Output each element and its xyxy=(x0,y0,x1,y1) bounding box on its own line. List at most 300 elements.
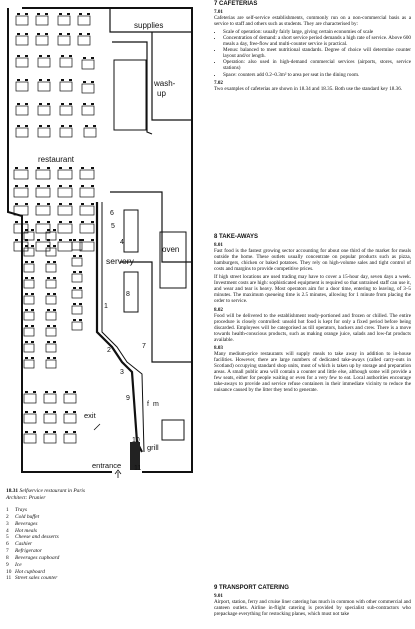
chair-shape xyxy=(33,431,36,433)
chair-shape xyxy=(53,357,56,359)
plan-tables xyxy=(14,13,96,443)
chair-shape xyxy=(25,391,28,393)
chair-shape xyxy=(33,411,36,413)
chair-shape xyxy=(45,33,48,35)
chair-shape xyxy=(47,309,50,311)
chair-shape xyxy=(33,391,36,393)
chair-shape xyxy=(69,55,72,57)
chair-shape xyxy=(37,13,40,15)
table-shape xyxy=(58,224,72,233)
plan-label-up: up xyxy=(157,89,166,98)
legend-label: Beverages xyxy=(15,520,38,527)
plan-label-f: f xyxy=(147,401,149,408)
table-shape xyxy=(38,128,50,137)
legend-item xyxy=(6,575,202,582)
chair-shape xyxy=(53,293,56,295)
table-shape xyxy=(64,434,76,443)
table-shape xyxy=(72,274,82,282)
chair-shape xyxy=(37,203,40,205)
chair-shape xyxy=(91,221,94,223)
table-shape xyxy=(46,296,56,304)
table-shape xyxy=(16,58,28,67)
plan-label-servery: servery xyxy=(106,256,134,266)
chair-shape xyxy=(59,167,62,169)
legend-number: 2 xyxy=(6,513,9,520)
chair-shape xyxy=(47,277,50,279)
table-shape xyxy=(16,128,28,137)
chair-shape xyxy=(61,103,64,105)
legend-number: 6 xyxy=(6,541,9,548)
chair-shape xyxy=(45,411,48,413)
chair-shape xyxy=(47,261,50,263)
table-shape xyxy=(24,296,34,304)
chair-shape xyxy=(79,239,82,241)
chair-shape xyxy=(93,125,96,127)
table-shape xyxy=(24,414,36,423)
chair-shape xyxy=(73,391,76,393)
plan-grill-block xyxy=(162,420,184,440)
table-shape xyxy=(36,170,50,179)
chair-shape xyxy=(15,221,18,223)
para-9-01-number: 9.01 xyxy=(214,593,223,600)
chair-shape xyxy=(37,239,40,241)
chair-shape xyxy=(83,81,86,83)
plan-num-5: 5 xyxy=(111,223,115,230)
chair-shape xyxy=(25,103,28,105)
para-8-01-text-2: If high street locations are used trading may have to cover a 15-hour day, seven days a week. Investment costs are high: sophisticated equipment is required so that untrained staff can use it, and wear and tear is heavy. Most operators aim for a door time, entering to leaving, of 3–5 minutes. The maximum queueing time is 2.5 minutes, allowing for 1 minute from placing the order to service. xyxy=(214,274,411,305)
legend-item xyxy=(6,548,202,555)
chair-shape xyxy=(81,221,84,223)
chair-shape xyxy=(47,325,50,327)
chair-shape xyxy=(79,13,82,15)
table-shape xyxy=(58,188,72,197)
table-shape xyxy=(38,58,50,67)
plan-kitchen-wall xyxy=(110,192,192,262)
chair-shape xyxy=(79,33,82,35)
chair-shape xyxy=(47,341,50,343)
chair-shape xyxy=(59,13,62,15)
table-shape xyxy=(58,16,70,25)
table-shape xyxy=(24,394,36,403)
chair-shape xyxy=(79,271,82,273)
chair-shape xyxy=(69,125,72,127)
chair-shape xyxy=(83,57,86,59)
chair-shape xyxy=(25,203,28,205)
chair-shape xyxy=(17,125,20,127)
legend-number: 1 xyxy=(6,507,9,513)
chair-shape xyxy=(73,411,76,413)
table-shape xyxy=(80,206,94,215)
table-shape xyxy=(36,188,50,197)
chair-shape xyxy=(37,167,40,169)
chair-shape xyxy=(53,411,56,413)
legend-item xyxy=(6,507,202,514)
chair-shape xyxy=(65,411,68,413)
chair-shape xyxy=(25,325,28,327)
chair-shape xyxy=(17,13,20,15)
chair-shape xyxy=(25,79,28,81)
chair-shape xyxy=(79,255,82,257)
chair-shape xyxy=(91,185,94,187)
table-shape xyxy=(46,280,56,288)
chair-shape xyxy=(45,431,48,433)
table-shape xyxy=(80,224,94,233)
plan-num-11: 11 xyxy=(134,465,142,472)
chair-shape xyxy=(53,341,56,343)
chair-shape xyxy=(17,55,20,57)
legend-number: 9 xyxy=(6,561,9,568)
chair-shape xyxy=(47,221,50,223)
table-shape xyxy=(44,434,56,443)
chair-shape xyxy=(15,185,18,187)
plan-label-restaurant: restaurant xyxy=(38,155,75,164)
chair-shape xyxy=(53,261,56,263)
section-8-title: 8 TAKE-AWAYS xyxy=(214,234,259,240)
chair-shape xyxy=(79,303,82,305)
chair-shape xyxy=(53,431,56,433)
chair-shape xyxy=(25,167,28,169)
table-shape xyxy=(16,82,28,91)
chair-shape xyxy=(31,309,34,311)
table-shape xyxy=(58,206,72,215)
table-shape xyxy=(46,248,56,256)
table-shape xyxy=(14,170,28,179)
table-shape xyxy=(46,328,56,336)
chair-shape xyxy=(53,277,56,279)
plan-num-6: 6 xyxy=(110,210,114,217)
legend-number: 4 xyxy=(6,527,9,534)
caption-text: Selfservice restaurant in Paris xyxy=(19,488,86,494)
table-shape xyxy=(72,242,82,250)
chair-shape xyxy=(31,245,34,247)
table-shape xyxy=(60,128,72,137)
chair-shape xyxy=(47,167,50,169)
table-shape xyxy=(36,224,50,233)
legend-item xyxy=(6,514,202,521)
table-shape xyxy=(24,264,34,272)
plan-label-supplies: supplies xyxy=(134,21,164,30)
chair-shape xyxy=(61,125,64,127)
chair-shape xyxy=(39,79,42,81)
plan-label-m: m xyxy=(153,401,159,408)
para-8-02-text: Food will be delivered to the establishment ready-portioned and frozen or chilled. The entire procedure is closely controlled: unsold hot food is kept for only a fixed period before being discarded. Employees will be categorised as till operators, backers and crew. There is a move towards health-conscious products, such as making orange juice, salads and low-fat products available. xyxy=(214,312,411,343)
chair-shape xyxy=(39,103,42,105)
table-shape xyxy=(16,16,28,25)
chair-shape xyxy=(47,245,50,247)
table-shape xyxy=(16,36,28,45)
table-shape xyxy=(80,188,94,197)
chair-shape xyxy=(25,431,28,433)
chair-shape xyxy=(25,229,28,231)
chair-shape xyxy=(47,229,50,231)
legend-label: Ice xyxy=(15,561,22,568)
bullet-item: • Concentration of demand: a short service period demands a high rate of service. Above 600 meals a day, free-flow and multi-counter service is practical. xyxy=(223,35,411,47)
plan-label-wash: wash- xyxy=(154,79,176,88)
chair-shape xyxy=(31,325,34,327)
chair-shape xyxy=(47,293,50,295)
chair-shape xyxy=(59,185,62,187)
chair-shape xyxy=(59,203,62,205)
plan-label-grill: grill xyxy=(147,443,159,452)
chair-shape xyxy=(65,391,68,393)
chair-shape xyxy=(69,239,72,241)
chair-shape xyxy=(91,167,94,169)
table-shape xyxy=(24,344,34,352)
plan-oven-block xyxy=(160,232,186,288)
chair-shape xyxy=(25,125,28,127)
chair-shape xyxy=(87,33,90,35)
plan-num-7: 7 xyxy=(142,343,146,350)
figure-caption xyxy=(6,488,202,501)
table-shape xyxy=(58,170,72,179)
chair-shape xyxy=(25,411,28,413)
plan-walls xyxy=(8,8,192,472)
para-7-01-number: 7.01 xyxy=(214,9,223,16)
para-8-03-number: 8.03 xyxy=(214,344,223,351)
chair-shape xyxy=(59,221,62,223)
section-9-title: 9 TRANSPORT CATERING xyxy=(214,585,289,591)
para-8-02-number: 8.02 xyxy=(214,306,223,313)
table-shape xyxy=(72,290,82,298)
bullet-item: • Scale of operation: usually fairly large, giving certain economies of scale xyxy=(223,29,411,35)
chair-shape xyxy=(37,221,40,223)
chair-shape xyxy=(79,287,82,289)
legend-number: 8 xyxy=(6,554,9,561)
table-shape xyxy=(24,328,34,336)
table-shape xyxy=(44,394,56,403)
plan-equipment xyxy=(124,210,138,252)
chair-shape xyxy=(67,13,70,15)
legend-label: Beverages cupboard xyxy=(15,554,60,561)
chair-shape xyxy=(91,103,94,105)
legend-label: Hot meals xyxy=(15,527,38,534)
floor-plan xyxy=(2,2,202,480)
floor-plan-drawing xyxy=(2,2,202,480)
chair-shape xyxy=(25,55,28,57)
table-shape xyxy=(72,306,82,314)
para-7-01-text: Cafeterias are self-service establishments, commonly run on a non-commercial basis as a service to staff and others such as students. They are characterised by: xyxy=(214,15,411,28)
chair-shape xyxy=(73,303,76,305)
table-shape xyxy=(24,434,36,443)
legend-item xyxy=(6,562,202,569)
table-shape xyxy=(46,264,56,272)
chair-shape xyxy=(85,125,88,127)
chair-shape xyxy=(53,325,56,327)
chair-shape xyxy=(65,431,68,433)
legend-label: Street sales counter xyxy=(15,575,58,582)
table-shape xyxy=(58,36,70,45)
legend-item xyxy=(6,528,202,535)
chair-shape xyxy=(47,203,50,205)
plan-num-4: 4 xyxy=(120,239,124,246)
chair-shape xyxy=(87,13,90,15)
chair-shape xyxy=(59,239,62,241)
chair-shape xyxy=(69,185,72,187)
para-7-01-bullets xyxy=(214,29,411,77)
table-shape xyxy=(72,258,82,266)
bullet-item: • Space: counters add 0.2–0.3m² to area per seat in the dining room. xyxy=(223,72,411,78)
chair-shape xyxy=(25,293,28,295)
chair-shape xyxy=(53,391,56,393)
chair-shape xyxy=(61,55,64,57)
plan-label-exit: exit xyxy=(84,411,96,420)
chair-shape xyxy=(31,229,34,231)
chair-shape xyxy=(25,221,28,223)
legend-number: 11 xyxy=(6,575,12,582)
chair-shape xyxy=(47,103,50,105)
chair-shape xyxy=(47,125,50,127)
chair-shape xyxy=(47,185,50,187)
chair-shape xyxy=(81,203,84,205)
chair-shape xyxy=(31,357,34,359)
chair-shape xyxy=(39,125,42,127)
chair-shape xyxy=(47,357,50,359)
chair-shape xyxy=(25,261,28,263)
legend-number: 5 xyxy=(6,534,9,541)
chair-shape xyxy=(61,79,64,81)
plan-label-oven: oven xyxy=(162,245,180,254)
legend-label: Hot cupboard xyxy=(15,568,45,575)
chair-shape xyxy=(69,167,72,169)
chair-shape xyxy=(73,271,76,273)
chair-shape xyxy=(53,309,56,311)
chair-shape xyxy=(37,185,40,187)
plan-num-10: 10 xyxy=(132,437,140,444)
chair-shape xyxy=(53,245,56,247)
table-shape xyxy=(16,106,28,115)
chair-shape xyxy=(59,33,62,35)
plan-label-entrance: entrance xyxy=(92,461,122,470)
plan-num-2: 2 xyxy=(107,347,111,354)
chair-shape xyxy=(73,431,76,433)
caption-number: 18.31 xyxy=(6,488,19,494)
chair-shape xyxy=(25,357,28,359)
legend-label: Cashier xyxy=(15,541,33,548)
chair-shape xyxy=(31,293,34,295)
chair-shape xyxy=(81,185,84,187)
chair-shape xyxy=(25,185,28,187)
chair-shape xyxy=(31,341,34,343)
plan-num-9: 9 xyxy=(126,395,130,402)
chair-shape xyxy=(45,13,48,15)
table-shape xyxy=(84,128,96,137)
table-shape xyxy=(64,414,76,423)
figure-legend xyxy=(6,507,202,582)
table-shape xyxy=(82,106,94,115)
chair-shape xyxy=(47,55,50,57)
legend-label: Cold buffet xyxy=(15,513,40,520)
chair-shape xyxy=(15,167,18,169)
table-shape xyxy=(14,188,28,197)
table-shape xyxy=(78,36,90,45)
table-shape xyxy=(60,58,72,67)
chair-shape xyxy=(73,287,76,289)
legend-label: Trays xyxy=(15,507,27,513)
chair-shape xyxy=(25,245,28,247)
chair-shape xyxy=(25,33,28,35)
legend-item xyxy=(6,569,202,576)
para-7-02-text: Two examples of cafeterias are shown in 18.34 and 18.35. Both use the standard key 18.36. xyxy=(214,85,403,92)
table-shape xyxy=(24,280,34,288)
chair-shape xyxy=(81,167,84,169)
legend-number: 7 xyxy=(6,548,9,555)
table-shape xyxy=(46,344,56,352)
legend-item xyxy=(6,521,202,528)
table-shape xyxy=(64,394,76,403)
table-shape xyxy=(78,16,90,25)
chair-shape xyxy=(17,79,20,81)
chair-shape xyxy=(67,33,70,35)
table-shape xyxy=(60,106,72,115)
section-7-title: 7 CAFETERIAS xyxy=(214,1,258,7)
legend-item xyxy=(6,555,202,562)
para-8-01-text-1: Fast food is the fastest growing sector accounting for about one third of the market for meals outside the home. These outlets usually concentrate on popular products such as pizza, hamburgers, chicken or baked potatoes. They rely on high-volume sales and tight control of costs and margins to provide competitive prices. xyxy=(214,248,411,273)
table-shape xyxy=(36,16,48,25)
chair-shape xyxy=(45,391,48,393)
chair-shape xyxy=(15,239,18,241)
table-shape xyxy=(24,248,34,256)
table-shape xyxy=(46,312,56,320)
table-shape xyxy=(46,360,56,368)
legend-label: Refrigerator xyxy=(15,548,42,555)
chair-shape xyxy=(25,13,28,15)
chair-shape xyxy=(73,319,76,321)
chair-shape xyxy=(25,277,28,279)
para-8-01-number: 8.01 xyxy=(214,242,223,249)
bullet-item: • Menus: balanced to meet nutritional standards. Degree of choice will determine counter layout and/or length. xyxy=(223,47,411,59)
legend-label: Cheese and desserts xyxy=(15,534,59,541)
legend-number: 10 xyxy=(6,568,12,575)
table-shape xyxy=(80,170,94,179)
legend-number: 3 xyxy=(6,520,9,527)
table-shape xyxy=(24,360,34,368)
plan-washup-block xyxy=(114,60,146,130)
table-shape xyxy=(44,414,56,423)
chair-shape xyxy=(83,103,86,105)
caption-architect: Architect: Prunier xyxy=(6,494,46,501)
table-shape xyxy=(36,206,50,215)
chair-shape xyxy=(69,103,72,105)
table-shape xyxy=(24,312,34,320)
chair-shape xyxy=(15,203,18,205)
chair-shape xyxy=(91,239,94,241)
table-shape xyxy=(38,82,50,91)
chair-shape xyxy=(25,309,28,311)
table-shape xyxy=(72,322,82,330)
chair-shape xyxy=(79,319,82,321)
bullet-item: • Operation: also used in high-demand commercial services (airports, stores, service stations) xyxy=(223,59,411,71)
table-shape xyxy=(60,82,72,91)
table-shape xyxy=(82,60,94,69)
plan-num-3: 3 xyxy=(120,369,124,376)
plan-num-1: 1 xyxy=(104,303,108,310)
chair-shape xyxy=(69,203,72,205)
chair-shape xyxy=(17,103,20,105)
para-9-01-text: Airport, station, ferry and cruise liner catering has much in common with other commercial and canteen outlets. Airline in-flight catering is provided by specialist sub-contractors who prepackage everything for restocking planes, which must not take xyxy=(214,599,411,618)
table-shape xyxy=(36,36,48,45)
chair-shape xyxy=(91,81,94,83)
chair-shape xyxy=(47,79,50,81)
para-8-03-text: Many medium-price restaurants will supply meals to take away in addition to in-house facilities. However, there are large numbers of dedicated take-aways (called carry-outs in Scotland) occupying standard shop units, most of which is taken up by storage and preparation areas. A small public area will contain a counter and little else, although some will provide a few seats, either for people waiting or even for a very few to eat. Local authorities encourage take-aways to provide and service refuse containers in their immediate vicinity to reduce the nuisance caused by the litter they tend to generate. xyxy=(214,350,411,394)
chair-shape xyxy=(73,239,76,241)
chair-shape xyxy=(69,221,72,223)
para-7-02-number: 7.02 xyxy=(214,79,223,86)
table-shape xyxy=(38,106,50,115)
chair-shape xyxy=(53,229,56,231)
chair-shape xyxy=(31,277,34,279)
table-shape xyxy=(82,84,94,93)
entrance-arrow-icon xyxy=(115,470,121,478)
